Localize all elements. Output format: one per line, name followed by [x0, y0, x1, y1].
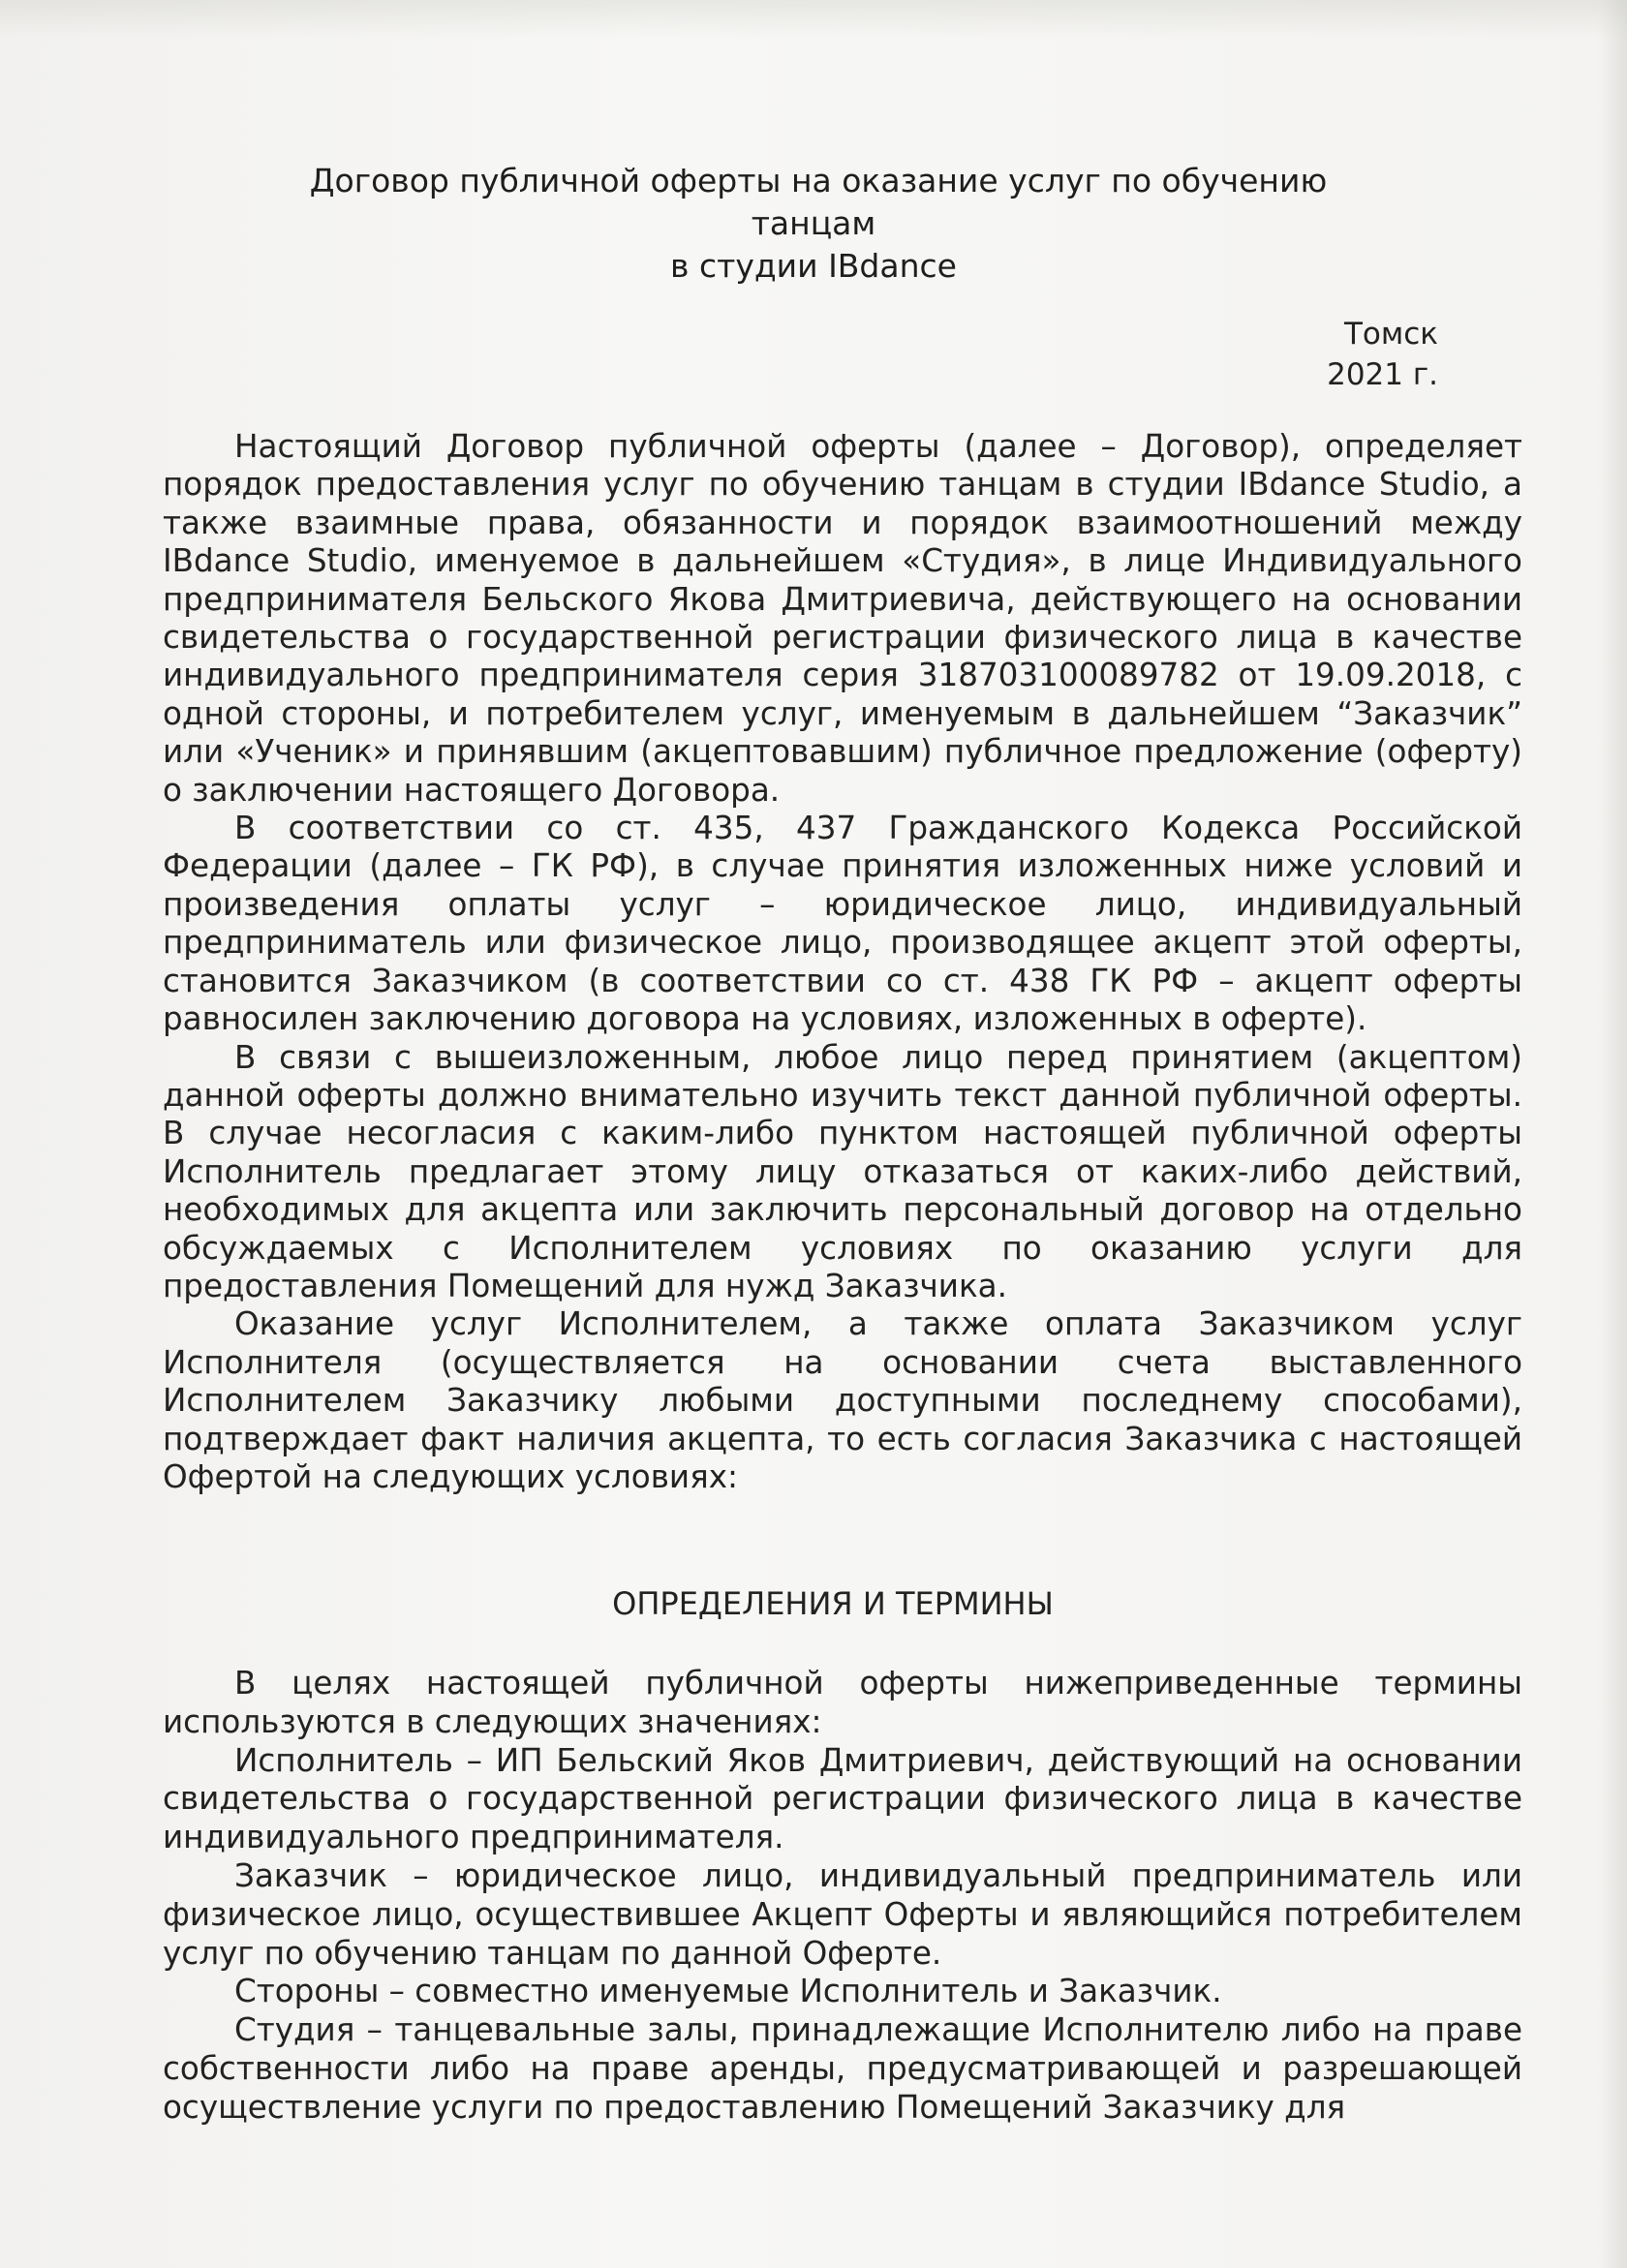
photo-shadow-right — [1598, 0, 1627, 2268]
paragraph: Настоящий Договор публичной оферты (далее – Договор), определяет порядок предоставления услуг по обучению танцам в студии IBdance Studio, а также взаимные права, обязанности и порядок взаимоотношений между IBdance Studio, именуемое в дальнейшем «Студия», в лице Индивидуального предпринимателя Бельского Якова Дмитриевича, действующего на основании свидетельства о государственной регистрации физического лица в качестве индивидуального предпринимателя серия 318703100089782 от 19.09.2018, с одной стороны, и потребителем услуг, именуемым в дальнейшем “Заказчик” или «Ученик» и принявшим (акцептовавшим) публичное предложение (оферту) о заключении настоящего Договора. — [163, 428, 1522, 809]
title-line-3: в студии IBdance — [670, 247, 957, 285]
year: 2021 г. — [1327, 357, 1438, 392]
paragraph: Оказание услуг Исполнителем, а также оплата Заказчиком услуг Исполнителя (осуществляется на основании счета выставленного Исполнителем Заказчику любыми доступными последнему способами), подтверждает факт наличия акцепта, то есть согласия Заказчика с настоящей Офертой на следующих условиях: — [163, 1305, 1522, 1495]
title-line-1: Договор публичной оферты на оказание услуг по обучению — [309, 162, 1328, 199]
photo-shadow-top — [0, 0, 1627, 39]
title-line-2: танцам — [751, 204, 876, 242]
place-and-date — [1327, 314, 1438, 395]
section-heading: ОПРЕДЕЛЕНИЯ И ТЕРМИНЫ — [612, 1585, 1054, 1622]
definitions — [163, 1665, 1522, 2128]
document-title — [0, 160, 1627, 288]
definition-item: Исполнитель – ИП Бельский Яков Дмитриевич, действующий на основании свидетельства о государственной регистрации физического лица в качестве индивидуального предпринимателя. — [163, 1741, 1522, 1856]
city: Томск — [1343, 317, 1438, 352]
definition-intro: В целях настоящей публичной оферты нижеприведенные термины используются в следующих значениях: — [163, 1665, 1522, 1740]
definition-item: Стороны – совместно именуемые Исполнитель и Заказчик. — [234, 1973, 1222, 2010]
paragraph: В связи с вышеизложенным, любое лицо перед принятием (акцептом) данной оферты должно внимательно изучить текст данной публичной оферты. В случае несогласия с каким-либо пунктом настоящей публичной оферты Исполнитель предлагает этому лицу отказаться от каких-либо действий, необходимых для акцепта или заключить персональный договор на отдельно обсуждаемых с Исполнителем условиях по оказанию услуги для предоставления Помещений для нужд Заказчика. — [163, 1038, 1522, 1304]
preamble — [163, 428, 1522, 1496]
definition-item: Заказчик – юридическое лицо, индивидуальный предприниматель или физическое лицо, осуществившее Акцепт Оферты и являющийся потребителем услуг по обучению танцам по данной Оферте. — [163, 1856, 1522, 1972]
definition-item: Студия – танцевальные залы, принадлежащие Исполнителю либо на праве собственности либо на праве аренды, предусматривающей и разрешающей осуществление услуги по предоставлению Помещений Заказчику для — [163, 2011, 1522, 2126]
paragraph: В соответствии со ст. 435, 437 Гражданского Кодекса Российской Федерации (далее – ГК РФ), в случае принятия изложенных ниже условий и произведения оплаты услуг – юридическое лицо, индивидуальный предприниматель или физическое лицо, производящее акцепт этой оферты, становится Заказчиком (в соответствии со ст. 438 ГК РФ – акцепт оферты равносилен заключению договора на условиях, изложенных в оферте). — [163, 810, 1522, 1038]
